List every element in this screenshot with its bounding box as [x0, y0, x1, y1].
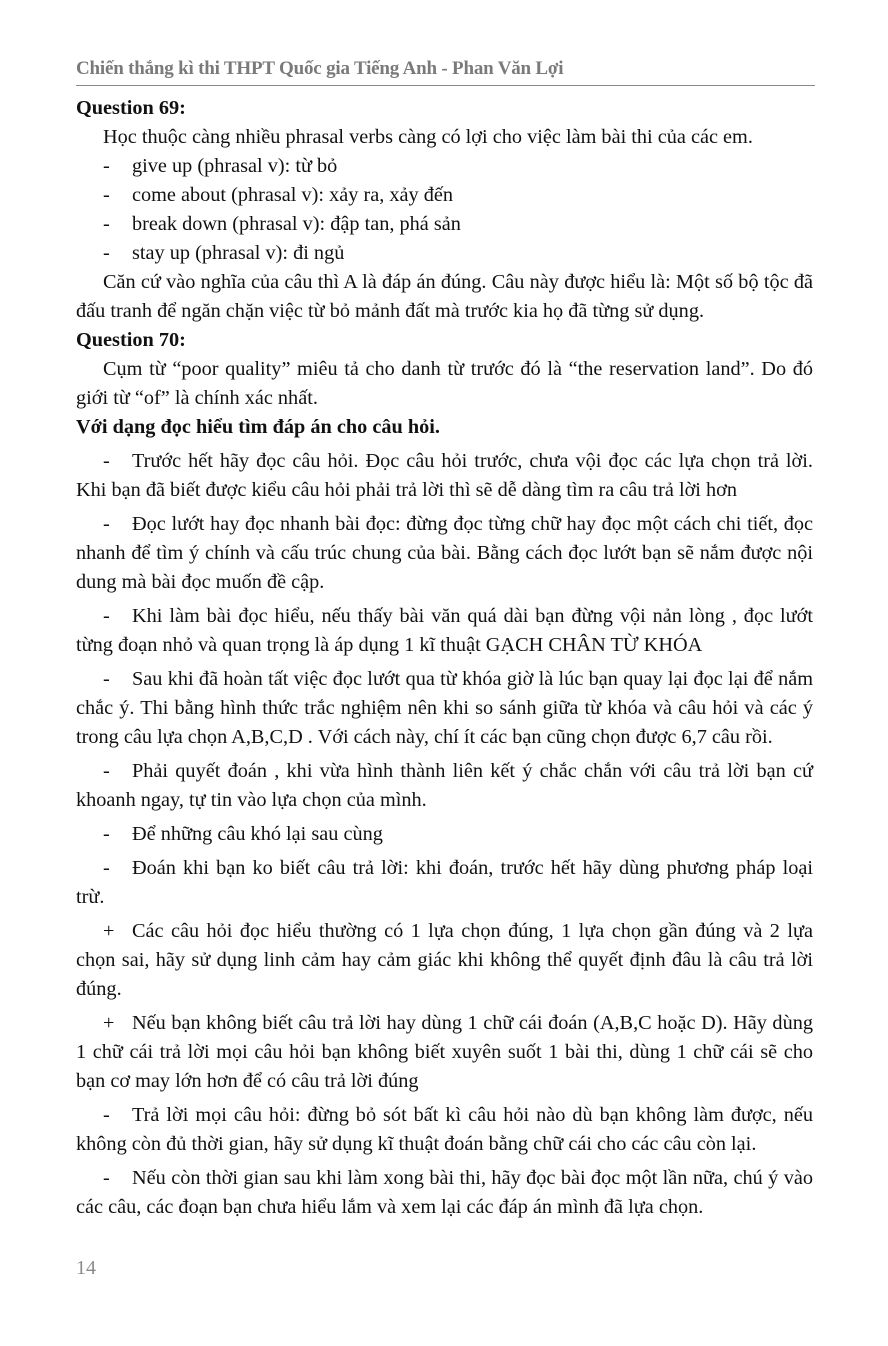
tip-item: [76, 1009, 813, 1096]
tip-marker: -: [103, 1104, 110, 1126]
tip-text: Nếu bạn không biết câu trả lời hay dùng 1 chữ cái đoán (A,B,C hoặc D). Hãy dùng 1 chữ cái trả lời mọi câu hỏi bạn không biết xuyên suốt 1 bài thi, dùng 1 chữ cái sẽ cho bạn cơ may lớn hơn để có câu trả lời đúng: [76, 1012, 813, 1092]
question-69-intro: Học thuộc càng nhiều phrasal verbs càng có lợi cho việc làm bài thi của các em.: [103, 126, 753, 148]
tip-text: Trả lời mọi câu hỏi: đừng bỏ sót bất kì câu hỏi nào dù bạn không làm được, nếu không còn đủ thời gian, hãy sử dụng kĩ thuật đoán bằng chữ cái cho các câu còn lại.: [76, 1104, 813, 1155]
tip-text: Để những câu khó lại sau cùng: [132, 823, 383, 845]
list-item: - give up (phrasal v): từ bỏ: [103, 155, 338, 177]
list-item: - break down (phrasal v): đập tan, phá sản: [103, 213, 461, 235]
tip-item: [76, 602, 813, 660]
tip-marker: -: [103, 450, 110, 472]
tip-marker: -: [103, 823, 110, 845]
tip-item: [76, 854, 813, 912]
tip-text: Phải quyết đoán , khi vừa hình thành liên kết ý chắc chắn với câu trả lời bạn cứ khoanh ngay, tự tin vào lựa chọn của mình.: [76, 760, 813, 811]
tip-marker: -: [103, 760, 110, 782]
tip-marker: -: [103, 857, 110, 879]
page-number: 14: [76, 1257, 96, 1279]
list-item-text: stay up (phrasal v): đi ngủ: [132, 242, 345, 264]
question-69-heading: Question 69:: [76, 97, 186, 119]
list-item: - come about (phrasal v): xảy ra, xảy đến: [103, 184, 453, 206]
tip-marker: -: [103, 1167, 110, 1189]
tip-marker: -: [103, 668, 110, 690]
tip-text: Trước hết hãy đọc câu hỏi. Đọc câu hỏi trước, chưa vội đọc các lựa chọn trả lời. Khi bạn đã biết được kiểu câu hỏi phải trả lời thì sẽ dễ dàng tìm ra câu trả lời hơn: [76, 450, 813, 501]
tip-item: [76, 665, 813, 752]
tip-marker: -: [103, 513, 110, 535]
tip-text: Đoán khi bạn ko biết câu trả lời: khi đoán, trước hết hãy dùng phương pháp loại trừ.: [76, 857, 813, 908]
tip-text: Đọc lướt hay đọc nhanh bài đọc: đừng đọc từng chữ hay đọc một cách chi tiết, đọc nhanh để tìm ý chính và cấu trúc chung của bài. Bằng cách đọc lướt bạn sẽ nắm được nội dung mà bài đọc muốn đề cập.: [76, 513, 813, 593]
tips-list: [76, 447, 813, 1222]
tip-text: Khi làm bài đọc hiểu, nếu thấy bài văn quá dài bạn đừng vội nản lòng , đọc lướt từng đoạn nhỏ và quan trọng là áp dụng 1 kĩ thuật GẠCH CHÂN TỪ KHÓA: [76, 605, 813, 656]
running-header: Chiến thắng kì thi THPT Quốc gia Tiếng Anh - Phan Văn Lợi: [76, 58, 564, 79]
list-item-text: come about (phrasal v): xảy ra, xảy đến: [132, 184, 453, 206]
list-item-text: give up (phrasal v): từ bỏ: [132, 155, 338, 177]
tip-item: [76, 820, 813, 849]
question-70-text: Cụm từ “poor quality” miêu tả cho danh từ trước đó là “the reservation land”. Do đó giới từ “of” là chính xác nhất.: [76, 358, 813, 409]
list-item: - stay up (phrasal v): đi ngủ: [103, 242, 345, 264]
page-body: [76, 94, 813, 1222]
header-rule: [76, 85, 815, 86]
tip-text: Sau khi đã hoàn tất việc đọc lướt qua từ khóa giờ là lúc bạn quay lại đọc lại để nắm chắc ý. Thi bằng hình thức trắc nghiệm nên khi so sánh giữa từ khóa và câu hỏi và các ý trong câu lựa chọn A,B,C,D . Với cách này, chí ít các bạn cũng chọn được 6,7 câu rồi.: [76, 668, 813, 748]
tip-item: [76, 917, 813, 1004]
question-70-heading: Question 70:: [76, 329, 186, 351]
tip-marker: +: [103, 920, 115, 942]
tip-item: [76, 1101, 813, 1159]
tip-item: [76, 757, 813, 815]
tip-item: [76, 1164, 813, 1222]
question-69-conclusion: Căn cứ vào nghĩa của câu thì A là đáp án đúng. Câu này được hiểu là: Một số bộ tộc đã đấu tranh để ngăn chặn việc từ bỏ mảnh đất mà trước kia họ đã từng sử dụng.: [76, 271, 813, 322]
tip-item: [76, 447, 813, 505]
tip-marker: -: [103, 605, 110, 627]
tip-marker: +: [103, 1012, 115, 1034]
tip-item: [76, 510, 813, 597]
list-item-text: break down (phrasal v): đập tan, phá sản: [132, 213, 461, 235]
tip-text: Các câu hỏi đọc hiểu thường có 1 lựa chọn đúng, 1 lựa chọn gần đúng và 2 lựa chọn sai, hãy sử dụng linh cảm hay cảm giác khi không thể quyết định đâu là câu trả lời đúng.: [76, 920, 813, 1000]
tip-text: Nếu còn thời gian sau khi làm xong bài thi, hãy đọc bài đọc một lần nữa, chú ý vào các câu, các đoạn bạn chưa hiểu lắm và xem lại các đáp án mình đã lựa chọn.: [76, 1167, 813, 1218]
tips-heading: Với dạng đọc hiểu tìm đáp án cho câu hỏi.: [76, 416, 440, 438]
